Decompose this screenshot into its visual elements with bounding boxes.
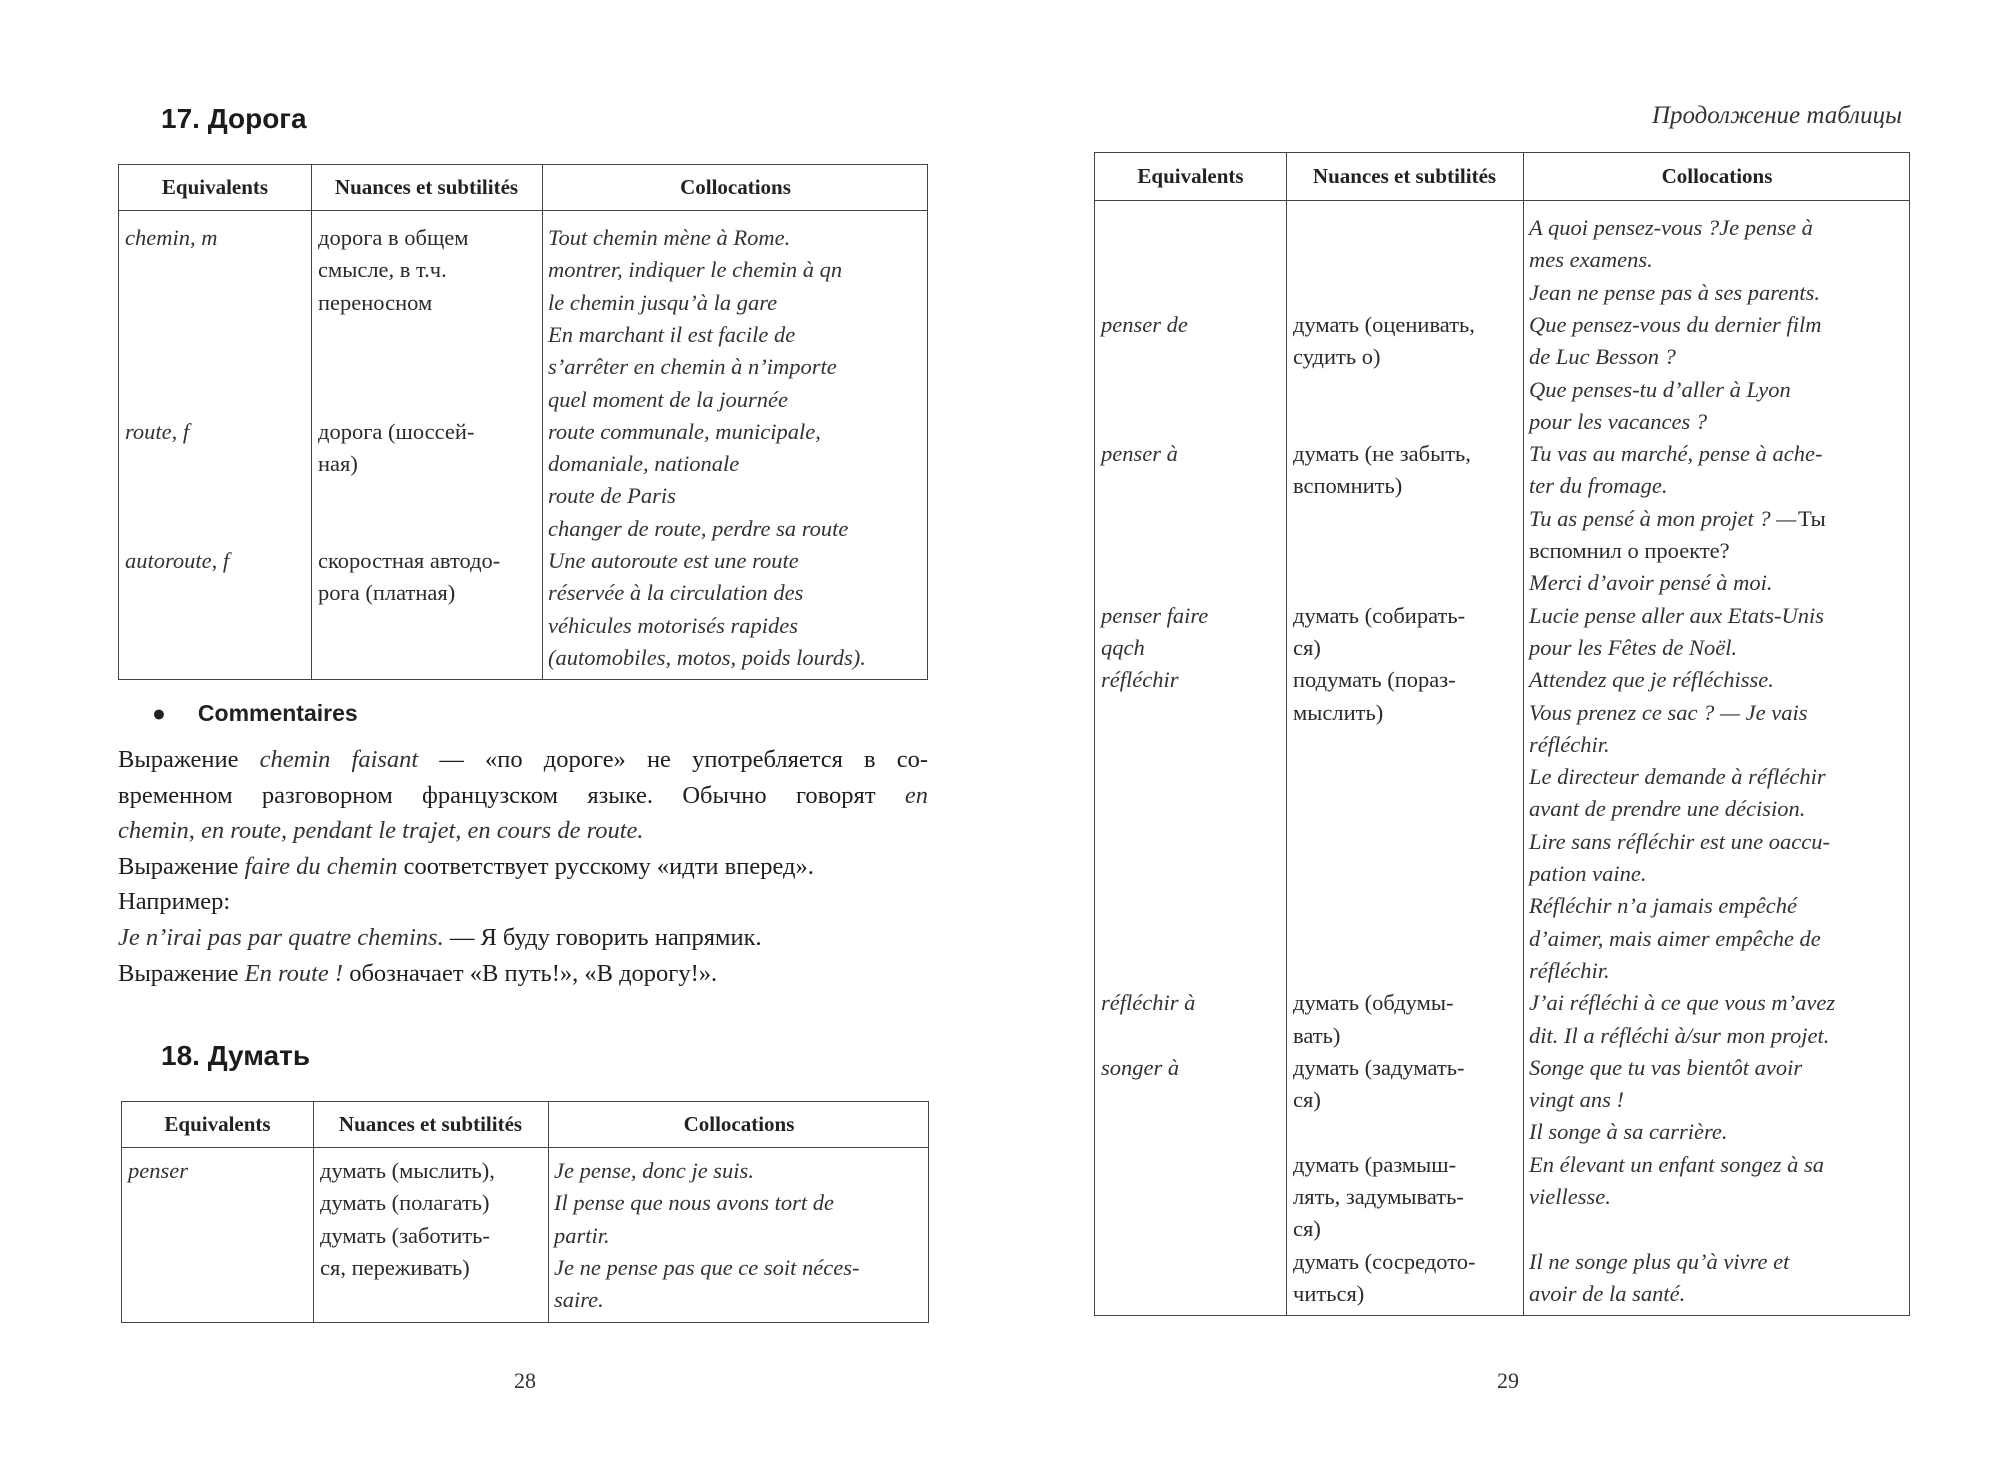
commentaire-line (118, 782, 928, 810)
header-equivalents: Equivalents (1137, 164, 1244, 188)
nuance-cell: думать (сосредото- (1293, 1248, 1476, 1274)
collocation-cell: pour les vacances ? (1529, 408, 1708, 434)
section-18-title: 18. Думать (161, 1040, 311, 1071)
collocation-translation: вспомнил о проекте? (1529, 538, 1730, 563)
collocation-cell: route de Paris (548, 483, 676, 509)
french-phrase: En route ! (244, 959, 344, 987)
collocation-cell: réservée à la circulation des (548, 580, 804, 606)
equivalent-cell: chemin, m (125, 225, 218, 250)
collocation-cell: de Luc Besson ? (1529, 344, 1676, 370)
header-divider (1095, 200, 1909, 201)
commentaire-line (118, 888, 928, 916)
equivalent-cell: qqch (1101, 634, 1145, 660)
collocation-cell: domaniale, nationale (548, 451, 740, 477)
collocation-cell: Tout chemin mène à Rome. (548, 225, 791, 250)
header-equivalents: Equivalents (161, 175, 269, 199)
collocation-cell: changer de route, perdre sa route (548, 515, 849, 541)
equivalent-cell: penser à (1101, 441, 1178, 467)
collocation-cell: Jean ne pense pas à ses parents. (1529, 279, 1820, 305)
collocation-cell: quel moment de la journée (548, 386, 788, 412)
nuance-cell: судить о) (1293, 344, 1381, 370)
text-segment: — Я буду говорить напрямик. (443, 924, 762, 951)
equivalent-cell: penser faire (1101, 602, 1209, 628)
collocation-cell: dit. Il a réfléchi à/sur mon projet. (1529, 1022, 1830, 1048)
french-phrase: en (904, 781, 928, 809)
collocation-cell: Une autoroute est une route (548, 548, 799, 573)
text-segment: Например: (118, 888, 231, 916)
nuance-cell: лять, задумывать- (1293, 1184, 1464, 1209)
commentaires-heading (152, 700, 358, 727)
collocation-cell: Tu as pensé à mon projet ? — (1529, 505, 1797, 531)
text-segment: обозначает «В путь!», «В дорогу!». (343, 959, 718, 987)
collocation-cell: viellesse. (1529, 1184, 1611, 1209)
column-divider (1286, 153, 1287, 1315)
nuance-cell: думать (собирать- (1293, 602, 1466, 628)
french-phrase: chemin faisant (259, 746, 419, 773)
column-divider (1523, 153, 1524, 1315)
table-think (121, 1101, 929, 1323)
collocation-cell: Il ne songe plus qu’à vivre et (1529, 1248, 1790, 1274)
nuance-cell: думать (обдумы- (1293, 990, 1454, 1016)
nuance-cell: думать (размыш- (1293, 1151, 1457, 1177)
equivalent-cell: penser (128, 1158, 188, 1183)
collocation-cell: s’arrêter en chemin à n’importe (548, 354, 837, 380)
french-phrase: faire du chemin (244, 852, 398, 880)
nuance-cell: ся, переживать) (320, 1254, 470, 1280)
nuance-cell: подумать (пораз- (1293, 667, 1456, 693)
collocation-cell: Réfléchir n’a jamais empêché (1529, 893, 1798, 919)
collocation-cell: réfléchir. (1529, 731, 1610, 757)
collocation-cell: le chemin jusqu’à la gare (548, 289, 778, 315)
nuance-cell: ся) (1293, 634, 1321, 660)
commentaire-line (118, 746, 928, 774)
text-segment: соответствует русскому «идти вперед». (397, 852, 814, 880)
text-segment: — «по дороге» не употребляется в со- (418, 746, 928, 773)
nuance-cell: читься) (1293, 1280, 1365, 1306)
nuance-cell: смысле, в т.ч. (318, 257, 447, 283)
nuance-cell: рога (платная) (318, 580, 456, 606)
collocation-cell: Tu vas au marché, pense à ache- (1529, 441, 1823, 467)
collocation-cell: partir. (554, 1222, 610, 1248)
nuance-cell: думать (мыслить), (320, 1158, 495, 1183)
collocation-cell: pation vaine. (1529, 861, 1647, 886)
collocation-cell: (automobiles, motos, poids lourds). (548, 644, 866, 670)
text-segment: Выражение (118, 852, 245, 880)
collocation-cell: vingt ans ! (1529, 1087, 1624, 1113)
collocation-cell: J’ai réfléchi à ce que vous m’avez (1529, 990, 1836, 1016)
text-segment: Выражение (118, 746, 260, 773)
collocation-cell: route communale, municipale, (548, 418, 821, 444)
collocation-cell: saire. (554, 1287, 604, 1313)
collocation-cell: Lire sans réfléchir est une oaccu- (1529, 828, 1830, 854)
nuance-cell: ся) (1293, 1216, 1321, 1242)
header-collocations: Collocations (1661, 164, 1773, 188)
french-phrase: Je n’irai pas par quatre chemins. (118, 924, 444, 951)
collocation-cell: avoir de la santé. (1529, 1280, 1686, 1306)
collocation-cell: Attendez que je réfléchisse. (1529, 667, 1774, 693)
nuance-cell: дорога в общем (318, 225, 469, 250)
collocation-cell: Je ne pense pas que ce soit néces- (554, 1254, 860, 1280)
collocation-cell: avant de prendre une décision. (1529, 796, 1806, 822)
equivalent-cell: réfléchir (1101, 667, 1179, 693)
page-number-right: 29 (1497, 1368, 1519, 1393)
nuance-cell: мыслить) (1293, 699, 1384, 725)
collocation-cell: Songe que tu vas bientôt avoir (1529, 1054, 1803, 1080)
collocation-cell: Je pense, donc je suis. (554, 1158, 754, 1183)
collocation-cell: Lucie pense aller aux Etats-Unis (1529, 602, 1824, 628)
commentaire-line (118, 817, 928, 845)
nuance-cell: дорога (шоссей- (318, 418, 475, 444)
nuance-cell: вать) (1293, 1022, 1341, 1048)
nuance-cell: думать (заботить- (320, 1222, 490, 1248)
nuance-cell: ся) (1293, 1087, 1321, 1113)
bullet-icon: ● (152, 700, 166, 726)
commentaires-label: Commentaires (197, 700, 358, 726)
collocation-cell: montrer, indiquer le chemin à qn (548, 257, 843, 283)
collocation-cell: Merci d’avoir pensé à moi. (1529, 570, 1773, 596)
nuance-cell: вспомнить) (1293, 473, 1403, 499)
header-nuances: Nuances et subtilités (338, 1112, 523, 1136)
header-collocations: Collocations (683, 1112, 795, 1136)
nuance-cell: думать (полагать) (320, 1190, 490, 1216)
collocation-cell: mes examens. (1529, 247, 1653, 273)
header-equivalents: Equivalents (164, 1112, 271, 1136)
table-continuation-label: Продолжение таблицы (1651, 102, 1902, 129)
equivalent-cell: penser de (1101, 311, 1188, 337)
collocation-cell: A quoi pensez-vous ?Je pense à (1529, 215, 1813, 240)
nuance-cell: думать (не забыть, (1293, 441, 1471, 467)
header-divider (119, 210, 927, 211)
collocation-cell: En marchant il est facile de (548, 321, 796, 347)
french-phrase: chemin, en route, pendant le trajet, en cours de route. (118, 817, 644, 845)
nuance-cell: думать (задумать- (1293, 1054, 1465, 1080)
nuance-cell: думать (оценивать, (1293, 311, 1475, 337)
collocation-translation: Ты (1798, 505, 1826, 531)
collocation-cell: Vous prenez ce sac ? — Je vais (1529, 699, 1808, 725)
header-collocations: Collocations (680, 175, 791, 199)
commentaire-line (118, 960, 928, 988)
collocation-cell: réfléchir. (1529, 957, 1610, 983)
collocation-cell: En élevant un enfant songez à sa (1529, 1151, 1824, 1177)
equivalent-cell: songer à (1101, 1054, 1180, 1080)
nuance-cell: переносном (318, 289, 433, 315)
collocation-cell: pour les Fêtes de Noël. (1529, 634, 1738, 660)
column-divider (311, 165, 312, 679)
collocation-cell: Il songe à sa carrière. (1529, 1119, 1728, 1145)
commentaire-line (118, 924, 928, 952)
text-segment: временном разговорном французском языке. Обычно говорят (118, 781, 905, 809)
table-think-continued (1094, 152, 1910, 1316)
section-17-title: 17. Дорога (161, 103, 307, 134)
column-divider (542, 165, 543, 679)
nuance-cell: ная) (318, 451, 358, 477)
collocation-cell: ter du fromage. (1529, 473, 1668, 499)
equivalent-cell: route, f (125, 418, 190, 444)
table-road (118, 164, 928, 680)
header-divider (122, 1147, 928, 1148)
collocation-cell: Que pensez-vous du dernier film (1529, 311, 1822, 337)
collocation-cell: Que penses-tu d’aller à Lyon (1529, 376, 1791, 402)
equivalent-cell: réfléchir à (1101, 990, 1196, 1016)
nuance-cell: скоростная автодо- (318, 548, 501, 573)
commentaire-line (118, 853, 928, 881)
equivalent-cell: autoroute, f (125, 548, 230, 573)
header-nuances: Nuances et subtilités (334, 175, 519, 199)
page-number-left: 28 (514, 1368, 536, 1393)
text-segment: Выражение (118, 959, 245, 987)
collocation-cell: d’aimer, mais aimer empêche de (1529, 925, 1821, 951)
collocation-cell: véhicules motorisés rapides (548, 612, 798, 638)
header-nuances: Nuances et subtilités (1312, 164, 1497, 188)
collocation-cell: Le directeur demande à réfléchir (1529, 764, 1826, 790)
collocation-cell: Il pense que nous avons tort de (554, 1190, 834, 1216)
